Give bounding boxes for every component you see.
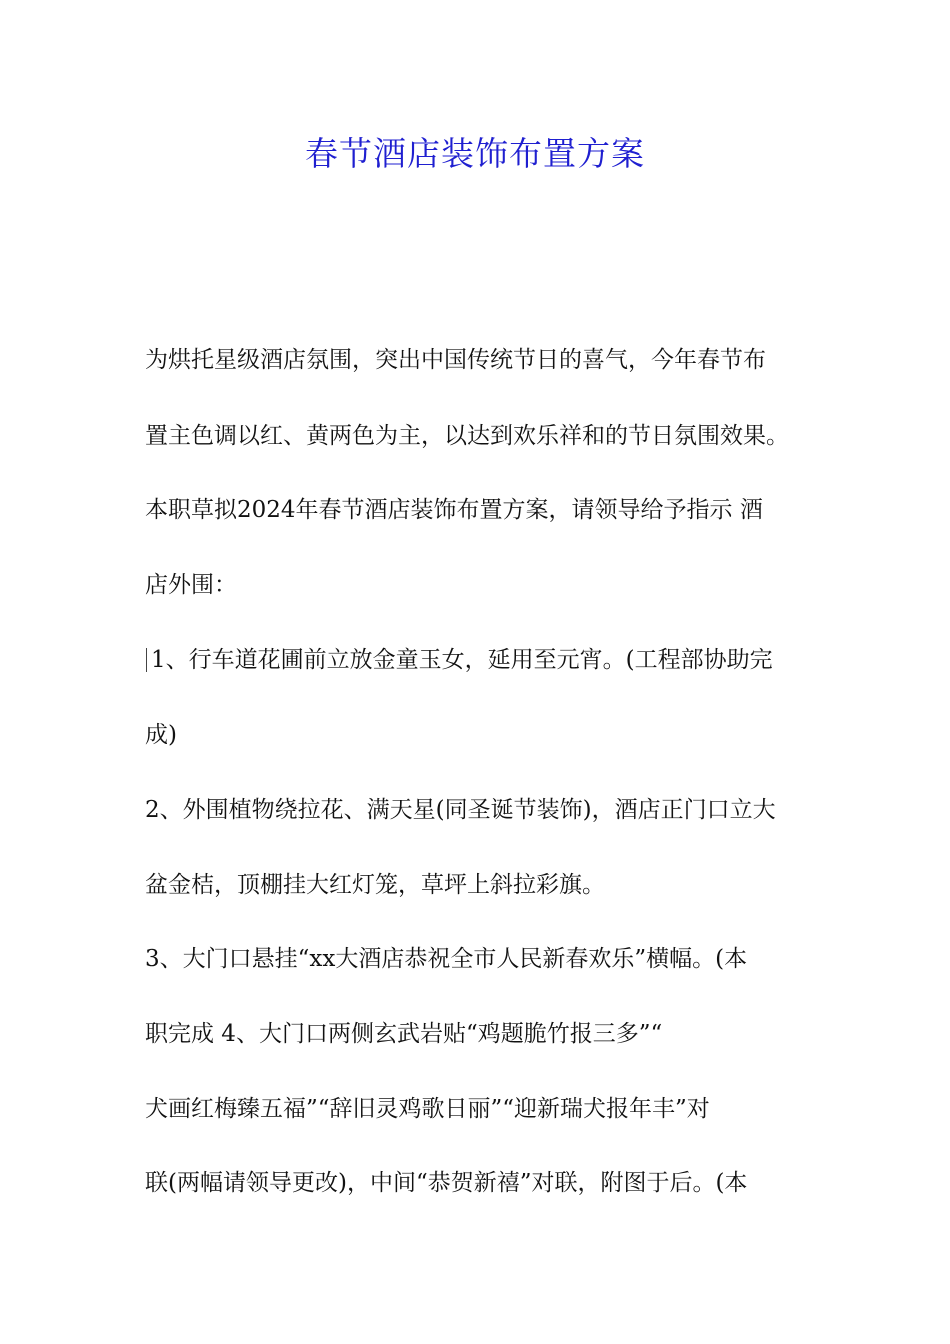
document-title: 春节酒店装饰布置方案 [305,134,645,173]
paragraph-line: 职完成 4、大门口两侧玄武岩贴“鸡题脆竹报三多”“ [145,1021,663,1047]
paragraph-line: 本职草拟2024年春节酒店装饰布置方案，请领导给予指示 酒 [145,497,763,523]
paragraph-line: 成) [145,722,177,748]
paragraph-line [145,645,845,675]
paragraph-line: 3、大门口悬挂“xx大酒店恭祝全市人民新春欢乐”横幅。(本 [145,946,748,972]
paragraph-line: 店外围： [145,572,237,598]
paragraph-line: 盆金桔，顶棚挂大红灯笼，草坪上斜拉彩旗。 [145,872,605,898]
paragraph-line: 犬画红梅臻五福”“辞旧灵鸡歌日丽”“迎新瑞犬报年丰”对 [145,1096,710,1122]
paragraph-line: 置主色调以红、黄两色为主，以达到欢乐祥和的节日氛围效果。 [145,423,789,449]
list-item-text: 1、行车道花圃前立放金童玉女，延用至元宵。(工程部协助完 [151,647,773,673]
paragraph-line: 联(两幅请领导更改)，中间“恭贺新禧”对联，附图于后。(本 [145,1170,748,1196]
paragraph-line: 为烘托星级酒店氛围，突出中国传统节日的喜气，今年春节布 [145,347,766,373]
paragraph-line: 2、外围植物绕拉花、满天星(同圣诞节装饰)，酒店正门口立大 [145,797,776,823]
